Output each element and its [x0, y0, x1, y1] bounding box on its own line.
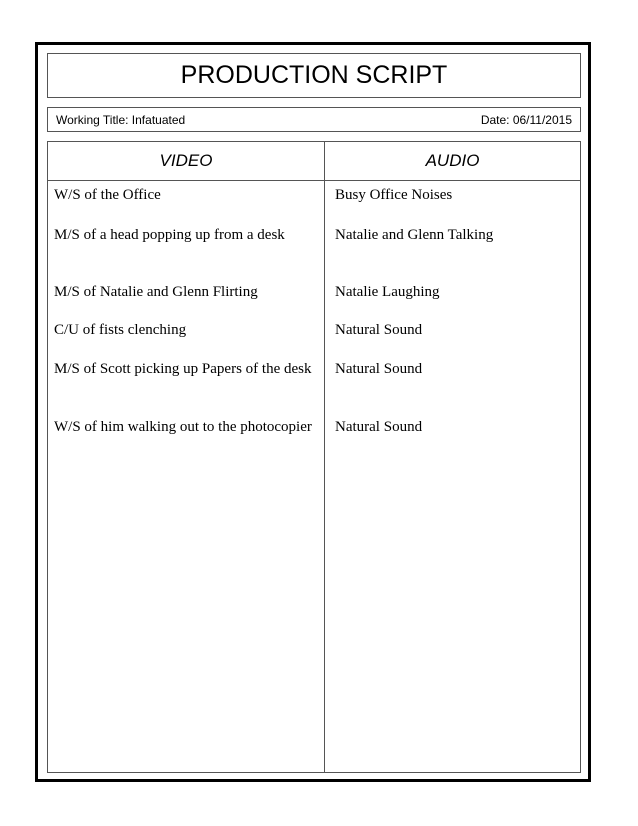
working-title: Working Title: Infatuated: [56, 112, 186, 127]
column-divider: [324, 142, 325, 772]
audio-cell-1: Busy Office Noises: [335, 187, 453, 203]
audio-cell-2: Natalie and Glenn Talking: [335, 227, 494, 243]
audio-column-header: AUDIO: [425, 151, 480, 170]
video-cell-5: M/S of Scott picking up Papers of the desk: [54, 361, 312, 377]
video-cell-6: W/S of him walking out to the photocopier: [54, 419, 312, 435]
audio-cell-4: Natural Sound: [335, 322, 423, 338]
info-bar: [47, 107, 581, 132]
audio-cell-3: Natalie Laughing: [335, 284, 440, 300]
audio-cell-5: Natural Sound: [335, 361, 423, 377]
script-date: Date: 06/11/2015: [480, 112, 572, 127]
video-cell-2: M/S of a head popping up from a desk: [54, 227, 285, 243]
script-title: PRODUCTION SCRIPT: [47, 53, 581, 98]
audio-cell-6: Natural Sound: [335, 419, 423, 435]
video-column-header: VIDEO: [159, 151, 213, 170]
script-table: [47, 141, 581, 773]
video-cell-4: C/U of fists clenching: [54, 322, 187, 338]
header-divider: [48, 180, 580, 181]
script-page-frame: [35, 42, 591, 782]
video-cell-1: W/S of the Office: [54, 187, 161, 203]
video-cell-3: M/S of Natalie and Glenn Flirting: [54, 284, 258, 300]
